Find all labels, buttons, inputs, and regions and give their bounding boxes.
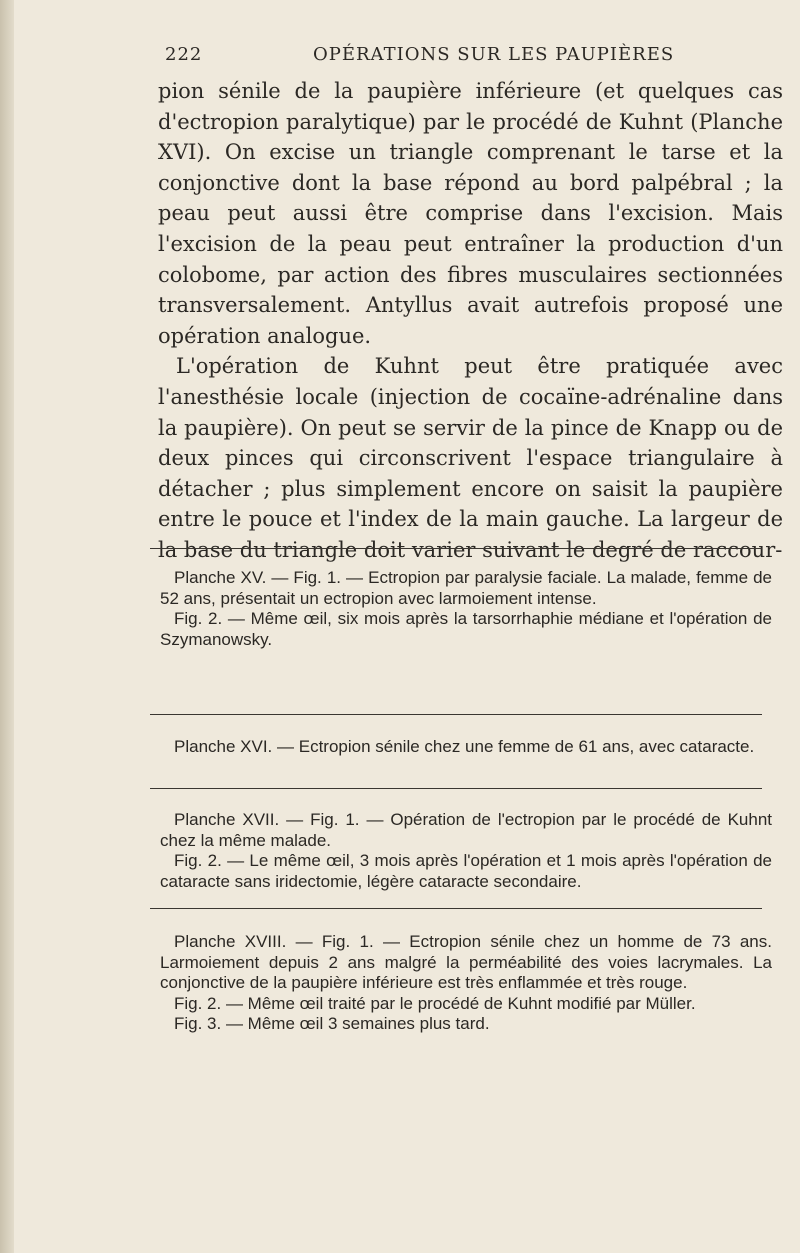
caption-planche-xviii-fig3: Fig. 3. — Même œil 3 semaines plus tard. [174,1014,490,1033]
caption-divider [150,788,762,789]
body-paragraph-2: L'opération de Kuhnt peut être pratiquée avec l'anesthésie locale (injection de cocaïne-adrénaline dans la paupière). On peut se servir de la pince de Knapp ou de deux pinces qui circonscrivent l'espace triangulaire à détacher ; plus simplement encore on saisit la paupière entre le pouce et l'index de la main gauche. La largeur de la base du triangle doit varier suivant le degré de raccour- [158,354,783,562]
caption-planche-xviii-fig2: Fig. 2. — Même œil traité par le procédé de Kuhnt modifié par Müller. [174,993,696,1013]
caption-planche-xviii [160,932,772,1035]
caption-planche-xv [160,568,772,650]
page-number: 222 [165,44,203,65]
caption-divider [150,548,762,549]
page-edge [0,0,14,1253]
caption-divider [150,714,762,715]
caption-planche-xv-fig2: Fig. 2. — Même œil, six mois après la tarsorrhaphie médiane et l'opération de Szymanowsky. [160,609,772,649]
caption-planche-xv-fig1: Planche XV. — Fig. 1. — Ectropion par paralysie faciale. La malade, femme de 52 ans, présentait un ectropion avec larmoiement intense. [160,568,772,608]
body-paragraph-1: pion sénile de la paupière inférieure (et quelques cas d'ectropion paralytique) par le procédé de Kuhnt (Planche XVI). On excise un triangle comprenant le tarse et la conjonctive dont la base répond au bord palpébral ; la peau peut aussi être comprise dans l'excision. Mais l'excision de la peau peut entraîner la production d'un colobome, par action des fibres musculaires sectionnées transversalement. Antyllus avait autrefois proposé une opération analogue. [158,79,783,348]
caption-planche-xvi [160,737,772,758]
caption-planche-xvii-fig2: Fig. 2. — Le même œil, 3 mois après l'opération et 1 mois après l'opération de cataracte sans iridectomie, légère cataracte secondaire. [160,851,772,891]
caption-planche-xvi-text: Planche XVI. — Ectropion sénile chez une femme de 61 ans, avec cataracte. [174,737,755,756]
running-title: OPÉRATIONS SUR LES PAUPIÈRES [313,44,675,65]
caption-divider [150,908,762,909]
caption-planche-xvii-fig1: Planche XVII. — Fig. 1. — Opération de l'ectropion par le procédé de Kuhnt chez la même malade. [160,810,772,850]
main-text [158,76,783,566]
caption-planche-xviii-fig1: Planche XVIII. — Fig. 1. — Ectropion sénile chez un homme de 73 ans. Larmoiement depuis 2 ans malgré la perméabilité des voies lacrymales. La conjonctive de la paupière inférieure est très enflammée et très rouge. [160,932,772,992]
caption-planche-xvii [160,810,772,892]
